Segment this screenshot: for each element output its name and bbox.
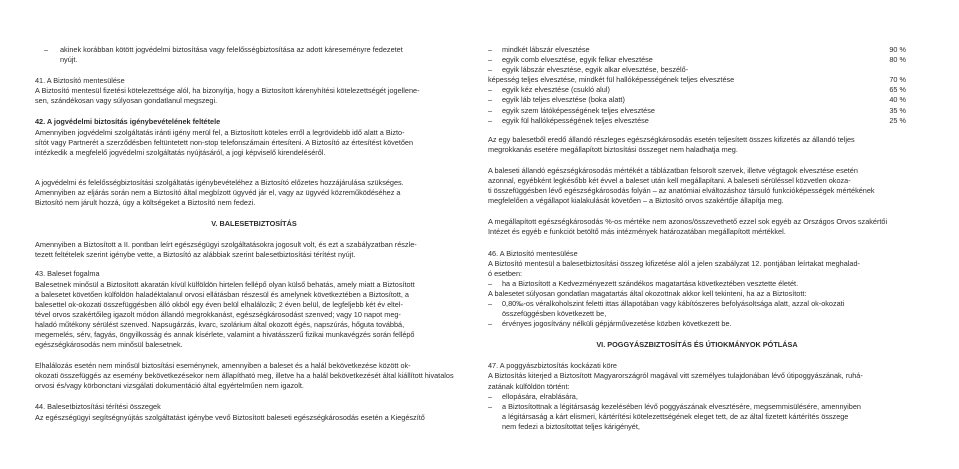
injury-row: – egyik comb elvesztése, egyik felkar elvesztése 80 % xyxy=(488,55,906,65)
consent-line-3: Biztosító nem járult hozzá, úgy a költségeket a Biztosító nem fedezi. xyxy=(35,198,256,208)
injury-label: egyik fül hallóképességének teljes elvesztése xyxy=(502,115,649,125)
injury-row: – egyik láb teljes elvesztése (boka alatt) 40 % xyxy=(488,95,906,105)
section-46-item-1: – ha a Biztosított a Kedvezményezett szándékos magatartása következtében vesztette életét. xyxy=(488,278,799,288)
section-46-title: 46. A Biztosító mentesülése xyxy=(488,248,578,258)
section-46-item-2b: összefüggésben következett be, xyxy=(502,309,607,319)
section-42-line-2: sítót vagy Partnerét a szerződésben feltüntetett non-stop telefonszámain értesíteni. A Biztosító az értesítést követően xyxy=(35,137,414,147)
section-42-line-3: intézkedik a megfelelő jogvédelmi szolgáltatás nyújtásáról, a jogi képviselő kirendeléséről. xyxy=(35,147,326,157)
injury-percent: 70 % xyxy=(889,75,906,85)
injury-label: egyik kéz elvesztése (csukló alul) xyxy=(502,85,610,95)
section-47-item-2c: nem fedezi a biztosítottat teljes kárigényét, xyxy=(502,421,640,431)
assessment-line-3: ti összefüggésben lévő egészségkárosodás folyán – az anatómiai elváltozáshoz társuló funkcióképességek mértékének xyxy=(488,186,875,196)
coverage-exclusion-item xyxy=(35,45,473,65)
section-42-line-1: Amennyiben jogvédelmi szolgáltatás iránti igény merül fel, a Biztosított köteles erről a legrövidebb idő alatt a Bizto- xyxy=(35,127,405,137)
assessment-line-2: azonnal, egyébként legkésőbb két évvel a baleset után kell megállapítani. A baleseti sérüléssel közvetlen okoza- xyxy=(488,176,851,186)
section-43-line-5: haladó műtékony sérülést szenved. Napsugárzás, kvarc, szolárium által okozott égés, napszúrás, hőguta továbbá, xyxy=(35,319,405,329)
injury-row: – egyik szem látóképességének teljes elvesztése 35 % xyxy=(488,105,906,115)
section-47-line-1: A Biztosítás kiterjed a Biztosított Magyarországról magával vitt személyes tulajdonában lévő útipoggyászának, ruhá- xyxy=(488,371,863,381)
injury-percent: 80 % xyxy=(889,55,906,65)
consent-line-1: A jogvédelmi és felelősségbiztosítási szolgáltatás igénybevételéhez a Biztosító előzetes hozzájárulása szükséges. xyxy=(35,177,404,187)
section-46-line-1: A Biztosító mentesül a balesetbiztosítási összeg kifizetése alól a jelen szabályzat 12. pontjában leírtakat meghalad- xyxy=(488,258,860,268)
death-line-3: orvosi és/vagy körbonctani vizsgálati dokumentáció által egyértelműen nem igazolt. xyxy=(35,381,304,391)
injury-row: – egyik fül hallóképességének teljes elvesztése 25 % xyxy=(488,115,906,125)
section-47-item-2a: – a Biztosítottnak a légitársaság kezelésében lévő poggyászának elvesztésére, megsemmisülésére, amennyiben xyxy=(488,401,861,411)
section-47-item-1: – ellopására, elrablására, xyxy=(488,391,578,401)
assessment-line-4: megfelelően a végállapot kialakulását követően – a Biztosító orvos szakértője állapítja meg. xyxy=(488,196,784,206)
bullet-dash: – xyxy=(44,45,49,54)
section-47-item-2b: a légitársaság a kárt elismeri, kártérítési kötelezettségének eleget tett, de az által fizetett kártérítés összege xyxy=(502,411,849,421)
accident-intro-line-2: tezett feltételek szerint igénybe vette, a Biztosító az alábbiak szerint balesetbiztosítási térítést nyújt. xyxy=(35,250,356,260)
section-47-title: 47. A poggyászbiztosítás kockázati köre xyxy=(488,361,617,371)
section-46-item-3: – érvényes jogosítvány nélküli gépjárművezetése közben következett be. xyxy=(488,319,732,329)
injury-label: egyik lábszár elvesztése, egyik alkar elvesztése, beszélő- xyxy=(502,65,689,75)
coverage-exclusion-line-2: nyújt. xyxy=(60,55,78,65)
injury-label: egyik szem látóképességének teljes elvesztése xyxy=(502,105,655,115)
percent-note-line-2: Intézet és egyéb e funkciót betöltő más intézmények határozatában megállapított mértékkel. xyxy=(488,227,786,237)
section-43-line-3: balesettel ok-okozati összefüggésben álló okból egy éven belül elhalálozik; 2 éven belül, de legfeljebb két év eltel- xyxy=(35,299,403,309)
section-41-line-1: A Biztosító mentesül fizetési kötelezettsége alól, ha bizonyítja, hogy a Biztosított kárenyhítési kötelezettségét jogellene- xyxy=(35,86,420,96)
injury-label: egyik comb elvesztése, egyik felkar elvesztése xyxy=(502,55,653,65)
section-46-line-3: A balesetet súlyosan gondatlan magatartás által okozottnak akkor kell tekinteni, ha az a Biztosított: xyxy=(488,288,807,298)
section-43-line-4: tével orvos szakértőileg igazolt módon állandó megrokkanást, egészségkárosodást szenved; vagy 10 napot meg- xyxy=(35,309,401,319)
section-44-title: 44. Balesetbiztosítási térítési összegek xyxy=(35,402,161,412)
injury-row: – egyik lábszár elvesztése, egyik alkar elvesztése, beszélő- xyxy=(488,65,906,75)
section-44-line-1: Az egészségügyi segítségnyújtás szolgáltatást igénybe vevő Biztosított baleseti egészségkárosodás esetén a Kiegészítő xyxy=(35,412,425,422)
section-43-line-1: Balesetnek minősül a Biztosított akaratán kívül külföldön hirtelen fellépő olyan külső behatás, amely miatt a Biztosított xyxy=(35,279,415,289)
section-41-title: 41. A Biztosító mentesülése xyxy=(35,76,125,86)
injury-label: egyik láb teljes elvesztése (boka alatt) xyxy=(502,95,625,105)
death-line-1: Elhalálozás esetén nem minősül biztosítási eseménynek, amennyiben a baleset és a halál bekövetkezése között ok- xyxy=(35,361,411,371)
partial-disability-line-2: megrokkanás esetére megállapított biztosítási összeget nem haladhatja meg. xyxy=(488,144,738,154)
accident-intro-line-1: Amennyiben a Biztosított a II. pontban leírt egészségügyi szolgáltatásokra jogosult volt, és ezt a szabályzatban részle- xyxy=(35,240,417,250)
section-46-item-2a: – 0,80‰-os véralkoholszint feletti ittas állapotában vagy kábítószeres befolyásoltsága alatt, azzal ok-okozati xyxy=(488,298,845,308)
injury-percentage-list xyxy=(488,45,906,126)
left-column xyxy=(35,45,473,423)
assessment-line-1: A baleseti állandó egészségkárosodás mértékét a táblázatban felsorolt szervek, illetve végtagok elvesztése esetén xyxy=(488,165,858,175)
injury-percent: 25 % xyxy=(889,115,906,125)
partial-disability-line-1: Az egy balesetből eredő állandó részleges egészségkárosodás esetén teljesített összes kifizetés az állandó teljes xyxy=(488,134,855,144)
coverage-exclusion-line-1: akinek korábban kötött jogvédelmi biztosítása vagy felelősségbiztosítása az adott káreseményre fedezetet xyxy=(60,45,403,54)
section-43-title: 43. Baleset fogalma xyxy=(35,269,100,279)
injury-percent: 90 % xyxy=(889,45,906,54)
injury-percent: 35 % xyxy=(889,105,906,115)
section-v-heading: V. BALESETBIZTOSÍTÁS xyxy=(211,219,297,229)
injury-row-wrap xyxy=(488,75,906,85)
percent-note-line-1: A megállapított egészségkárosodás %-os mértéke nem azonos/összevethető ezzel sok egyéb az Országos Orvos szakértői xyxy=(488,217,888,227)
consent-line-2: Amennyiben az eljárás során nem a Biztosító által megbízott ügyvéd jár el, vagy az ügyvéd közreműködéséhez a xyxy=(35,187,401,197)
section-41-line-2: sen, szándékosan vagy súlyosan gondatlanul megszegi. xyxy=(35,96,218,106)
section-42-title: 42. A jogvédelmi biztosítás igénybevételének feltétele xyxy=(35,117,221,127)
right-column xyxy=(488,45,906,432)
injury-percent xyxy=(876,65,906,75)
injury-percent: 40 % xyxy=(889,95,906,105)
injury-percent: 65 % xyxy=(889,85,906,95)
section-46-line-2: ó esetben: xyxy=(488,268,523,278)
death-line-2: okozati összefüggés az esemény bekövetkezésekor nem állapítható meg, illetve ha a halál bekövetkezését által kiállított hivatalos xyxy=(35,371,454,381)
section-43-line-7: egészségkárosodás nem minősül balesetnek. xyxy=(35,340,183,350)
injury-label: mindkét lábszár elvesztése xyxy=(502,45,590,54)
injury-row: – egyik kéz elvesztése (csukló alul) 65 % xyxy=(488,85,906,95)
injury-row: – mindkét lábszár elvesztése 90 % xyxy=(488,45,906,54)
section-47-line-2: zatának külföldön történt: xyxy=(488,381,570,391)
section-43-line-2: a balesetet követően külföldön haladéktalanul orvosi ellátásban részesül és amelynek következtében a Biztosított, a xyxy=(35,289,409,299)
section-43-line-6: megemelés, sérv, fagyás, öngyilkosság és annak kísérlete, valamint a hivatásszerű fizikai munkavégzés során fellépő xyxy=(35,329,415,339)
section-vi-heading: VI. POGGYÁSZBIZTOSÍTÁS ÉS ÚTIOKMÁNYOK PÓTLÁSA xyxy=(596,340,798,350)
injury-label-wrap: képesség teljes elvesztése, mindkét fül hallóképességének teljes elvesztése xyxy=(488,75,735,85)
